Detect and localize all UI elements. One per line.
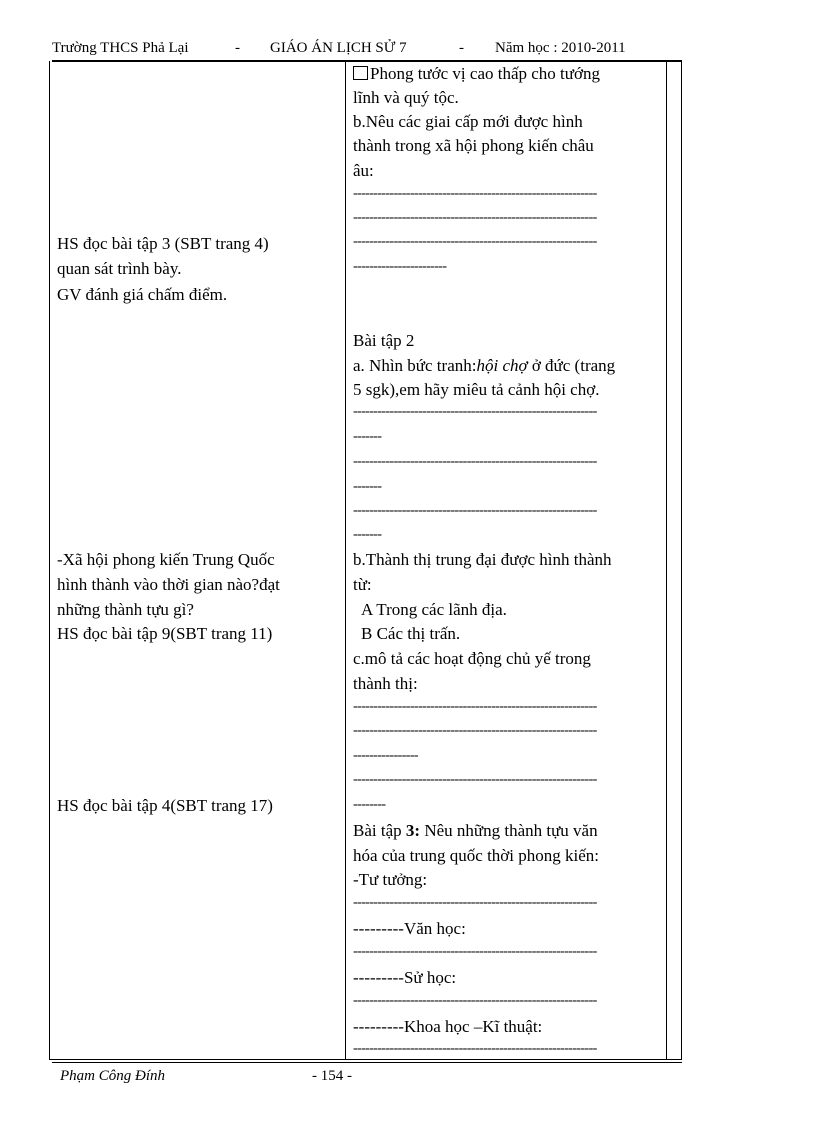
answer-line: ------------------------------------------------------------ bbox=[353, 186, 597, 201]
right-text: b.Nêu các giai cấp mới được hình bbox=[353, 112, 583, 131]
answer-line: ------------------------------------------------------------ bbox=[353, 1041, 597, 1056]
left-text: HS đọc bài tập 3 (SBT trang 4) bbox=[57, 234, 269, 253]
right-text: 5 sgk),em hãy miêu tả cảnh hội chợ. bbox=[353, 380, 600, 399]
right-text: lĩnh và quý tộc. bbox=[353, 88, 459, 107]
option-a: A Trong các lãnh địa. bbox=[361, 600, 507, 619]
exercise-2-title: Bài tập 2 bbox=[353, 331, 415, 350]
header-subject: GIÁO ÁN LỊCH SỬ 7 bbox=[270, 40, 407, 56]
header-year: Năm học : 2010-2011 bbox=[495, 40, 626, 56]
left-text: -Xã hội phong kiến Trung Quốc bbox=[57, 550, 275, 569]
answer-line: ------------------------------------------------------------ bbox=[353, 503, 597, 518]
page-header bbox=[52, 38, 682, 62]
left-text: GV đánh giá chấm điểm. bbox=[57, 285, 228, 304]
right-text: Phong tước vị cao thấp cho tướng bbox=[353, 62, 600, 86]
answer-line: ------------------------------------------------------------ bbox=[353, 993, 597, 1008]
answer-line: -------- bbox=[353, 797, 386, 812]
right-text: từ: bbox=[353, 575, 372, 594]
left-text: những thành tựu gì? bbox=[57, 600, 194, 619]
right-text: ---------Văn học: bbox=[353, 919, 466, 938]
answer-line: ------------------------------------------------------------ bbox=[353, 723, 597, 738]
left-text: quan sát trình bày. bbox=[57, 259, 182, 278]
right-text: c.mô tả các hoạt động chủ yế trong bbox=[353, 649, 591, 668]
answer-line: ------------------------------------------------------------ bbox=[353, 454, 597, 469]
footer-author: Phạm Công Đính bbox=[60, 1068, 165, 1084]
left-text: HS đọc bài tập 4(SBT trang 17) bbox=[57, 796, 273, 815]
answer-line: ----------------------- bbox=[353, 259, 447, 274]
header-separator: - bbox=[459, 40, 464, 56]
answer-line: ------------------------------------------------------------ bbox=[353, 772, 597, 787]
answer-line: ---------------- bbox=[353, 748, 418, 763]
answer-line: ------------------------------------------------------------ bbox=[353, 944, 597, 959]
left-text: hình thành vào thời gian nào?đạt bbox=[57, 575, 280, 594]
answer-line: ------- bbox=[353, 527, 382, 542]
left-text: HS đọc bài tập 9(SBT trang 11) bbox=[57, 624, 273, 643]
exercise-3-title: Bài tập 3: Nêu những thành tựu văn bbox=[353, 821, 598, 840]
header-school: Trường THCS Phả Lại bbox=[52, 40, 189, 56]
answer-line: ------------------------------------------------------------ bbox=[353, 699, 597, 714]
right-text: ---------Khoa học –Kĩ thuật: bbox=[353, 1017, 543, 1036]
right-text: ---------Sử học: bbox=[353, 968, 457, 987]
answer-line: ------- bbox=[353, 479, 382, 494]
checkbox-square-icon bbox=[353, 66, 368, 80]
answer-line: ------------------------------------------------------------ bbox=[353, 210, 597, 225]
right-text: âu: bbox=[353, 161, 374, 180]
right-text: thành thị: bbox=[353, 674, 418, 693]
right-text: thành trong xã hội phong kiến châu bbox=[353, 136, 594, 155]
right-text: -Tư tưởng: bbox=[353, 870, 428, 889]
right-text: b.Thành thị trung đại được hình thành bbox=[353, 550, 612, 569]
answer-line: ------------------------------------------------------------ bbox=[353, 895, 597, 910]
header-separator: - bbox=[235, 40, 240, 56]
page-number: - 154 - bbox=[312, 1068, 352, 1084]
column-divider bbox=[345, 61, 346, 1060]
right-text: hóa của trung quốc thời phong kiến: bbox=[353, 846, 599, 865]
footer-rule bbox=[52, 1062, 682, 1063]
option-b: B Các thị trấn. bbox=[361, 624, 461, 643]
right-text: a. Nhìn bức tranh:hội chợ ở đức (trang bbox=[353, 356, 616, 375]
answer-line: ------------------------------------------------------------ bbox=[353, 234, 597, 249]
column-divider bbox=[666, 61, 667, 1060]
answer-line: ------- bbox=[353, 429, 382, 444]
answer-line: ------------------------------------------------------------ bbox=[353, 404, 597, 419]
